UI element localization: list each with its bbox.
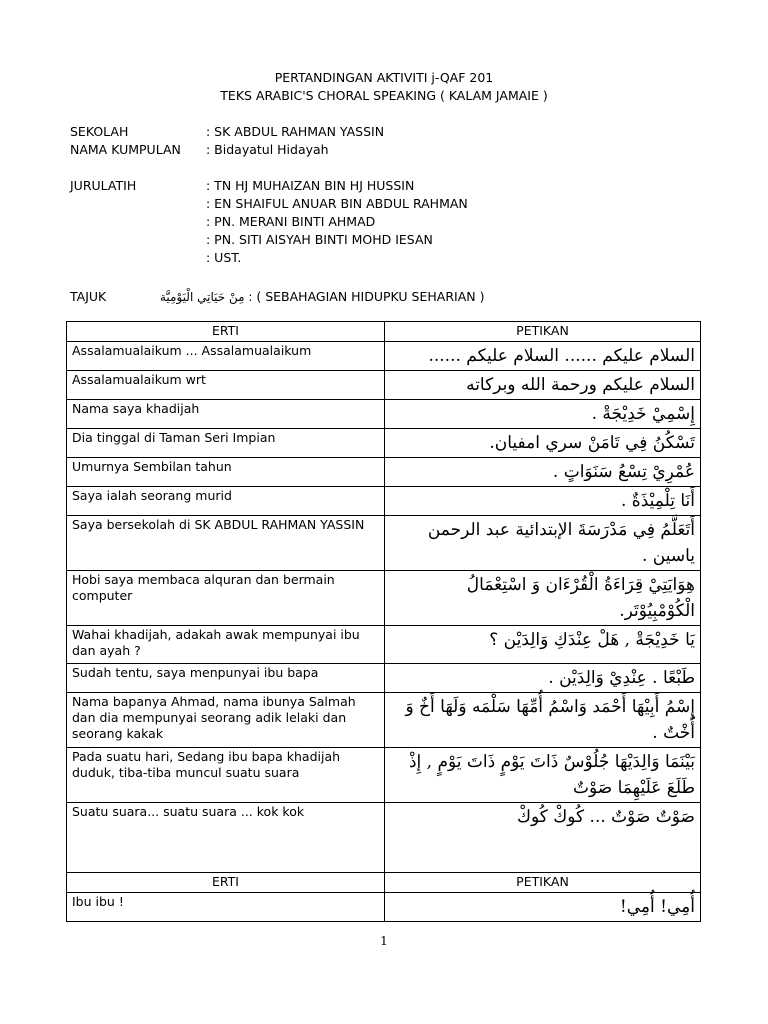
jurulatih-name: : TN HJ MUHAIZAN BIN HJ HUSSIN xyxy=(206,178,415,193)
erti-cell: Wahai khadijah, adakah awak mempunyai ibu dan ayah ? xyxy=(67,626,385,664)
table-row xyxy=(67,803,701,873)
erti-cell: Saya bersekolah di SK ABDUL RAHMAN YASSIN xyxy=(67,516,385,571)
info-jurulatih xyxy=(70,178,414,193)
tajuk-label: TAJUK xyxy=(70,289,107,304)
petikan-cell: أَتَعَلَّمُ فِي مَدْرَسَةَ الإبتدائية عبد الرحمن ياسين . xyxy=(385,516,701,571)
table-row xyxy=(67,400,701,429)
erti-cell: Umurnya Sembilan tahun xyxy=(67,458,385,487)
table-row xyxy=(67,371,701,400)
info-kumpulan xyxy=(70,142,329,157)
petikan-cell: طَبْعًا . عِنْدِيْ وَالِدَيْن . xyxy=(385,664,701,693)
column-header-erti: ERTI xyxy=(67,873,385,893)
table-row xyxy=(67,429,701,458)
erti-cell: Hobi saya membaca alquran dan bermain computer xyxy=(67,571,385,626)
info-jurulatih-2 xyxy=(70,196,468,211)
erti-cell: Nama saya khadijah xyxy=(67,400,385,429)
jurulatih-name: : EN SHAIFUL ANUAR BIN ABDUL RAHMAN xyxy=(206,196,468,211)
erti-cell: Suatu suara... suatu suara ... kok kok xyxy=(67,803,385,873)
column-header-erti: ERTI xyxy=(67,322,385,342)
jurulatih-name: : PN. SITI AISYAH BINTI MOHD IESAN xyxy=(206,232,433,247)
kumpulan-value: : Bidayatul Hidayah xyxy=(206,142,329,157)
jurulatih-name: : PN. MERANI BINTI AHMAD xyxy=(206,214,376,229)
erti-cell: Saya ialah seorang murid xyxy=(67,487,385,516)
table-row xyxy=(67,748,701,803)
document-title: PERTANDINGAN AKTIVITI j-QAF 201 xyxy=(274,70,494,85)
petikan-cell: تَسْكُنُ فِي تَامَنْ سري امفيان. xyxy=(385,429,701,458)
table-header-row xyxy=(67,322,701,342)
table-row xyxy=(67,516,701,571)
tajuk-arabic: : مِنْ حَيَاتِي الْيَوْمِيَّة xyxy=(160,290,253,304)
table-row xyxy=(67,487,701,516)
sekolah-value: : SK ABDUL RAHMAN YASSIN xyxy=(206,124,385,139)
kumpulan-label: NAMA KUMPULAN xyxy=(70,142,181,157)
petikan-cell: بَيْنَمَا وَالِدَيْهَا جُلُوْسٌ ذَاتَ يَوْمٍ ذَاتَ يَوْمٍ , إِذْ طَلَعَ عَلَيْهِمَا صَوْتٌ xyxy=(385,748,701,803)
erti-cell: Ibu ibu ! xyxy=(67,893,385,922)
tajuk-malay: ( SEBAHAGIAN HIDUPKU SEHARIAN ) xyxy=(256,289,485,304)
erti-cell: Assalamualaikum wrt xyxy=(67,371,385,400)
petikan-cell: السلام عليكم ورحمة الله وبركاته xyxy=(385,371,701,400)
table-row xyxy=(67,626,701,664)
petikan-cell: صَوْتٌ صَوْتٌ ... كُوكْ كُوكْ xyxy=(385,803,701,873)
jurulatih-label: JURULATIH xyxy=(70,178,137,193)
table-row xyxy=(67,664,701,693)
petikan-cell: أَنَا تِلْمِيْذَةٌ . xyxy=(385,487,701,516)
petikan-cell: أُمِي! أُمِي! xyxy=(385,893,701,922)
erti-cell: Assalamualaikum ... Assalamualaikum xyxy=(67,342,385,371)
info-jurulatih-3 xyxy=(70,214,375,229)
table-row xyxy=(67,571,701,626)
sekolah-label: SEKOLAH xyxy=(70,124,129,139)
info-sekolah xyxy=(70,124,384,139)
table-row xyxy=(67,342,701,371)
jurulatih-name: : UST. xyxy=(206,250,242,265)
document-subtitle: TEKS ARABIC'S CHORAL SPEAKING ( KALAM JAMAIE ) xyxy=(220,88,548,103)
table-header-row xyxy=(67,873,701,893)
column-header-petikan: PETIKAN xyxy=(385,873,701,893)
column-header-petikan: PETIKAN xyxy=(385,322,701,342)
erti-cell: Nama bapanya Ahmad, nama ibunya Salmah dan dia mempunyai seorang adik lelaki dan seorang kakak xyxy=(67,693,385,748)
table-row xyxy=(67,458,701,487)
info-tajuk xyxy=(70,289,484,304)
petikan-cell: عُمْرِيْ تِسْعُ سَنَوَاتٍ . xyxy=(385,458,701,487)
info-jurulatih-4 xyxy=(70,232,433,247)
erti-cell: Sudah tentu, saya menpunyai ibu bapa xyxy=(67,664,385,693)
info-jurulatih-5 xyxy=(70,250,241,265)
erti-cell: Dia tinggal di Taman Seri Impian xyxy=(67,429,385,458)
table-row xyxy=(67,893,701,922)
petikan-cell: إِسْمُ أَبِيْهَا أَحْمَد وَاسْمُ أُمِّهَا سَلْمَه وَلَهَا أَخٌ وَ أُخْتٌ . xyxy=(385,693,701,748)
petikan-cell: هِوَايَتِيْ قِرَاءَةُ الْقُرْءَان وَ اسْتِعْمَالُ الْكُوْمْبِيُوْتَر. xyxy=(385,571,701,626)
speech-table xyxy=(66,321,701,922)
page-number: 1 xyxy=(380,934,388,948)
petikan-cell: إِسْمِيْ خَدِيْجَةْ . xyxy=(385,400,701,429)
petikan-cell: يَا خَدِيْجَةْ , هَلْ عِنْدَكِ وَالِدَيْن ؟ xyxy=(385,626,701,664)
table-row xyxy=(67,693,701,748)
petikan-cell: السلام عليكم ...... السلام عليكم ...... xyxy=(385,342,701,371)
erti-cell: Pada suatu hari, Sedang ibu bapa khadijah duduk, tiba-tiba muncul suatu suara xyxy=(67,748,385,803)
